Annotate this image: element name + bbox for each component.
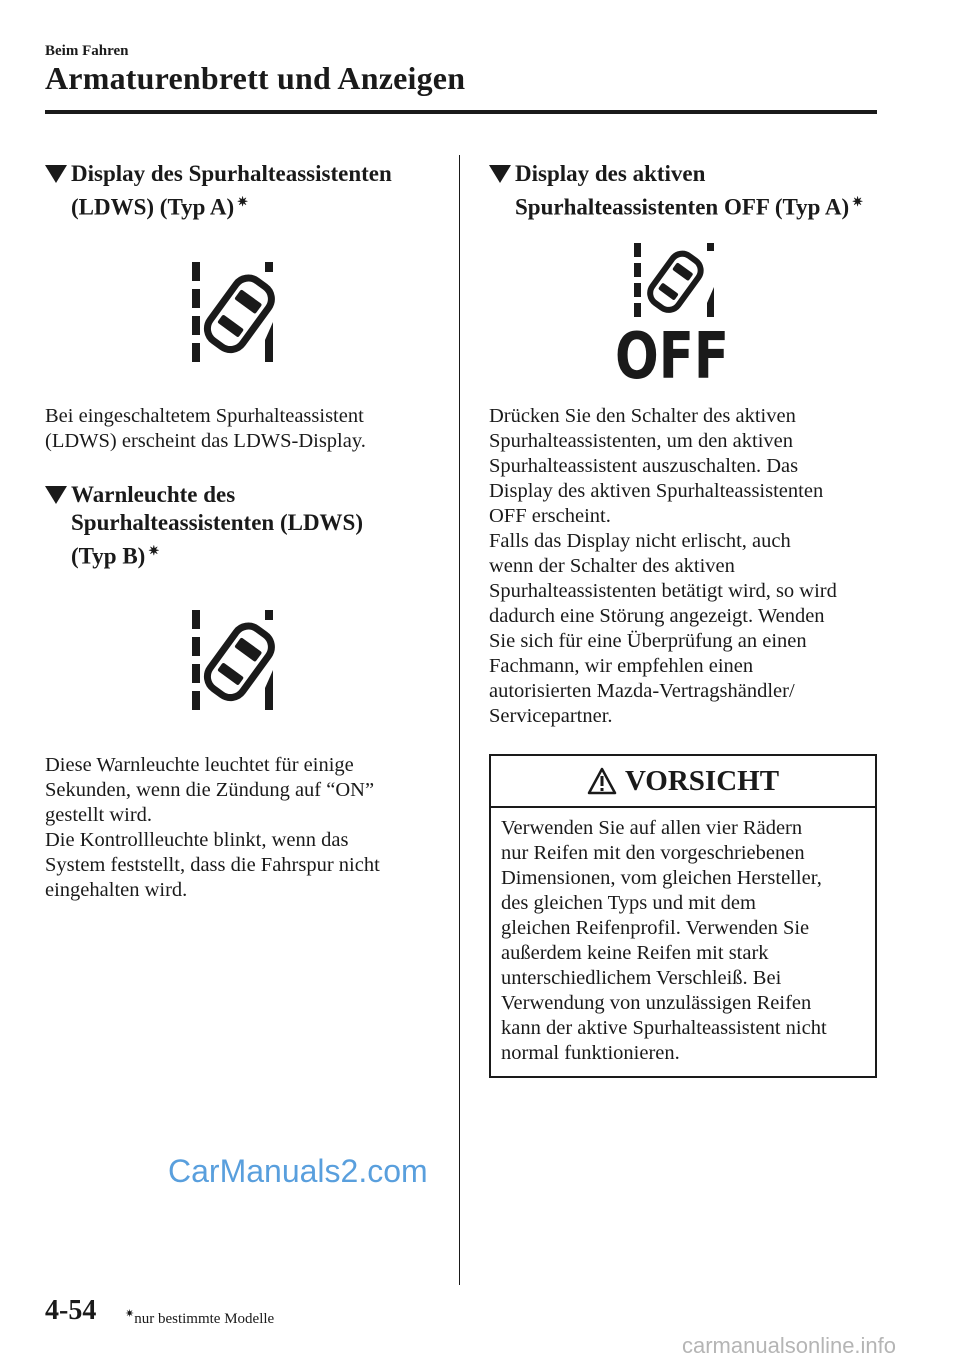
watermark-site: carmanualsonline.info <box>682 1333 897 1358</box>
heading-line-2: Spurhalteassistenten (LDWS) <box>71 510 364 535</box>
star-mark: ✷ <box>125 1308 135 1320</box>
off-label: OFF <box>615 320 729 394</box>
heading-ldws-type-b <box>45 481 445 571</box>
heading-line-2: Spurhalteassistenten OFF (Typ A) ✷ <box>515 194 864 220</box>
caution-title: VORSICHT <box>624 764 780 797</box>
heading-line-1: Display des aktiven <box>515 161 706 186</box>
breadcrumb: Beim Fahren <box>45 43 129 59</box>
active-lane-off-text: Drücken Sie den Schalter des aktiven Spurhalteassistenten, um den aktiven Spurhalteassistent auszuschalten. Das Display des aktiven Spurhalteassistenten OFF erscheint. Falls das Display nicht erlischt, auch wenn der Schalter des aktiven Spurhalteassistenten betätigt wird, so wird dadurch eine Störung angezeigt. Wenden Sie sich für eine Überprüfung an einen Fachmann, wir empfehlen einen autorisierten Mazda-Vertragshändler/ Servicepartner. <box>489 405 837 727</box>
heading-active-lane-off <box>489 160 889 222</box>
heading-line-2: (LDWS) (Typ A) ✷ <box>71 194 249 220</box>
page-number: 4-54 <box>45 1295 97 1326</box>
section-triangle-icon <box>489 165 511 183</box>
heading-line-3: (Typ B) ✷ <box>71 543 160 569</box>
watermark-carmanuals: CarManuals2.com <box>168 1153 428 1189</box>
page-title: Armaturenbrett und Anzeigen <box>45 60 466 96</box>
heading-line-1: Warnleuchte des <box>71 482 236 507</box>
ldws-type-b-text: Diese Warnleuchte leuchtet für einige Sekunden, wenn die Zündung auf “ON” gestellt wird. Die Kontrollleuchte blinkt, wenn das System feststellt, dass die Fahrspur nicht eingehalten wird. <box>45 754 380 901</box>
heading-line-1: Display des Spurhalteassistenten <box>71 161 392 186</box>
star-mark: ✷ <box>237 194 249 209</box>
section-triangle-icon <box>45 486 67 504</box>
title-rule <box>45 110 877 114</box>
heading-ldws-type-a <box>45 160 445 222</box>
caution-header <box>491 756 875 808</box>
section-triangle-icon <box>45 165 67 183</box>
column-divider <box>459 155 460 1285</box>
lane-departure-off-icon <box>614 241 730 394</box>
ldws-type-a-text: Bei eingeschaltetem Spurhalteassistent (LDWS) erscheint das LDWS-Display. <box>45 405 366 452</box>
lane-departure-icon <box>188 260 288 362</box>
star-mark: ✷ <box>148 543 160 558</box>
warning-triangle-icon <box>587 767 617 795</box>
star-mark: ✷ <box>852 194 864 209</box>
footnote: ✷nur bestimmte Modelle <box>125 1308 275 1327</box>
caution-text: Verwenden Sie auf allen vier Rädern nur Reifen mit den vorgeschriebenen Dimensionen, vom gleichen Hersteller, des gleichen Typs und mit dem gleichen Reifenprofil. Verwenden Sie außerdem keine Reifen mit stark unterschiedlichem Verschleiß. Bei Verwendung von unzulässigen Reifen kann der aktive Spurhalteassistent nicht normal funktionieren. <box>501 817 827 1064</box>
lane-departure-icon <box>188 608 288 710</box>
caution-box <box>489 754 877 1078</box>
